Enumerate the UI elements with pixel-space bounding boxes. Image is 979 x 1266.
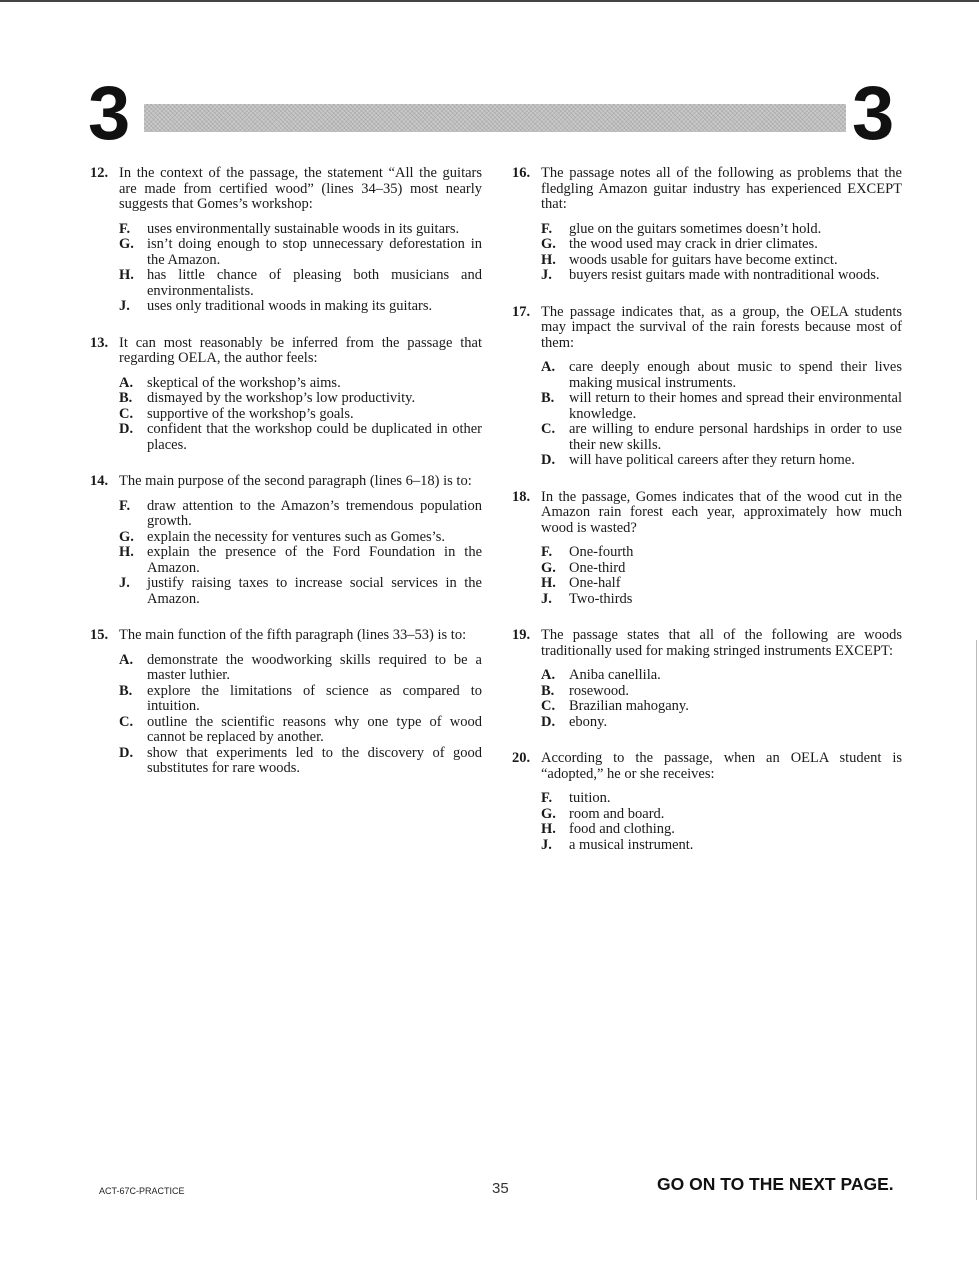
answer-choice: [119, 715, 482, 746]
right-question-column: [512, 166, 902, 874]
section-number-right: 3: [852, 71, 893, 156]
question-17: [512, 305, 902, 469]
choice-letter: J.: [541, 836, 552, 853]
choice-text: Two-thirds: [569, 590, 633, 607]
choice-text: care deeply enough about music to spend their lives making musical instruments.: [569, 359, 902, 391]
answer-choice: [541, 268, 902, 284]
answer-choice: [119, 268, 482, 299]
answer-choices: [90, 499, 482, 608]
choice-letter: A.: [119, 374, 134, 391]
answer-choice: [541, 822, 902, 838]
choice-letter: F.: [541, 790, 553, 806]
section-number-left: 3: [88, 71, 129, 156]
answer-choice: [541, 422, 902, 453]
question-12: [90, 166, 482, 315]
choice-text: ebony.: [569, 713, 608, 730]
choice-text: will return to their homes and spread their environmental knowledge.: [569, 390, 902, 422]
choice-letter: C.: [541, 421, 556, 437]
question-number: 19.: [512, 627, 531, 643]
question-stem: In the passage, Gomes indicates that of the wood cut in the Amazon rain forest each year, approximately how much wood is wasted?: [541, 488, 902, 536]
choice-letter: G.: [541, 805, 556, 822]
answer-choices: [90, 376, 482, 454]
choice-text: explore the limitations of science as compared to intuition.: [147, 682, 482, 714]
choice-text: uses only traditional woods in making its guitars.: [147, 298, 433, 314]
choice-text: demonstrate the woodworking skills required to be a master luthier.: [147, 651, 482, 683]
choice-letter: B.: [119, 682, 133, 699]
choice-text: Aniba canellila.: [569, 667, 661, 683]
answer-choice: [541, 391, 902, 422]
choice-letter: C.: [541, 698, 556, 714]
question-number: 13.: [90, 334, 109, 351]
choice-letter: G.: [541, 236, 556, 252]
choice-letter: D.: [119, 744, 134, 761]
choice-letter: H.: [119, 267, 134, 283]
choice-letter: F.: [119, 220, 131, 237]
choice-letter: C.: [119, 405, 134, 422]
answer-choice: [119, 576, 482, 607]
answer-choices: [512, 668, 902, 730]
form-code: ACT-67C-PRACTICE: [99, 1186, 185, 1196]
answer-choice: [541, 592, 902, 608]
choice-text: uses environmentally sustainable woods in its guitars.: [147, 220, 460, 237]
next-page-instruction: GO ON TO THE NEXT PAGE.: [657, 1174, 894, 1194]
question-14: [90, 474, 482, 607]
choice-text: One-fourth: [569, 544, 634, 560]
choice-text: has little chance of pleasing both musicians and environmentalists.: [147, 267, 482, 299]
choice-letter: G.: [119, 528, 134, 545]
answer-choices: [512, 791, 902, 853]
answer-choice: [119, 299, 482, 315]
choice-letter: A.: [541, 667, 556, 683]
question-stem: The passage indicates that, as a group, the OELA students may impact the survival of the rain forests because most of them:: [541, 303, 902, 351]
choice-letter: G.: [541, 559, 556, 576]
answer-choice: [541, 807, 902, 823]
choice-letter: J.: [119, 575, 130, 591]
choice-text: supportive of the workshop’s goals.: [147, 405, 354, 422]
choice-text: justify raising taxes to increase social services in the Amazon.: [147, 575, 482, 607]
question-18: [512, 490, 902, 608]
answer-choice: [119, 545, 482, 576]
choice-letter: D.: [541, 452, 556, 468]
choice-letter: F.: [119, 497, 131, 514]
page-number: 35: [492, 1180, 509, 1197]
answer-choices: [90, 653, 482, 777]
choice-text: glue on the guitars sometimes doesn’t hold.: [569, 220, 822, 237]
question-stem: According to the passage, when an OELA student is “adopted,” he or she receives:: [541, 750, 902, 782]
question-number: 20.: [512, 750, 531, 766]
choice-letter: B.: [541, 390, 555, 406]
choice-letter: A.: [119, 651, 134, 668]
question-stem: The passage states that all of the following are woods traditionally used for making stringed instruments EXCEPT:: [541, 627, 902, 659]
answer-choice: [119, 407, 482, 423]
choice-letter: B.: [541, 682, 555, 699]
question-stem: It can most reasonably be inferred from the passage that regarding OELA, the author feels:: [119, 334, 482, 366]
question-stem: In the context of the passage, the statement “All the guitars are made from certified wood” (lines 34–35) most nearly suggests that Gomes’s workshop:: [119, 165, 482, 212]
scan-edge-line: [976, 640, 977, 1200]
question-20: [512, 751, 902, 853]
choice-text: woods usable for guitars have become extinct.: [569, 251, 838, 268]
answer-choice: [119, 530, 482, 546]
choice-text: rosewood.: [569, 682, 630, 699]
left-question-column: [90, 166, 482, 798]
choice-text: show that experiments led to the discovery of good substitutes for rare woods.: [147, 744, 482, 776]
choice-text: the wood used may crack in drier climates.: [569, 236, 818, 252]
question-19: [512, 628, 902, 730]
choice-text: One-third: [569, 559, 626, 576]
answer-choice: [119, 499, 482, 530]
choice-letter: A.: [541, 359, 556, 375]
answer-choice: [541, 237, 902, 253]
answer-choice: [119, 391, 482, 407]
choice-text: will have political careers after they return home.: [569, 452, 855, 468]
answer-choice: [541, 699, 902, 715]
choice-letter: H.: [541, 821, 556, 837]
question-stem: The main purpose of the second paragraph (lines 6–18) is to:: [119, 473, 472, 489]
answer-choice: [541, 253, 902, 269]
answer-choice: [119, 422, 482, 453]
choice-text: confident that the workshop could be duplicated in other places.: [147, 421, 482, 453]
choice-text: buyers resist guitars made with nontraditional woods.: [569, 267, 880, 283]
choice-letter: H.: [541, 251, 556, 268]
answer-choices: [512, 545, 902, 607]
answer-choice: [541, 453, 902, 469]
answer-choices: [512, 360, 902, 469]
choice-text: food and clothing.: [569, 821, 675, 837]
answer-choice: [119, 653, 482, 684]
answer-choice: [119, 237, 482, 268]
question-number: 18.: [512, 488, 531, 505]
question-number: 15.: [90, 627, 109, 643]
choice-letter: C.: [119, 713, 134, 730]
choice-text: explain the presence of the Ford Foundation in the Amazon.: [147, 544, 482, 576]
answer-choice: [541, 684, 902, 700]
choice-letter: B.: [119, 390, 133, 406]
answer-choice: [119, 376, 482, 392]
choice-text: isn’t doing enough to stop unnecessary deforestation in the Amazon.: [147, 236, 482, 268]
answer-choice: [119, 222, 482, 238]
choice-text: a musical instrument.: [569, 836, 694, 853]
choice-letter: D.: [541, 713, 556, 730]
choice-letter: J.: [119, 298, 130, 314]
question-13: [90, 336, 482, 454]
answer-choice: [541, 561, 902, 577]
question-number: 17.: [512, 303, 531, 320]
choice-text: tuition.: [569, 790, 611, 806]
choice-letter: F.: [541, 544, 553, 560]
question-number: 12.: [90, 165, 109, 181]
answer-choices: [90, 222, 482, 315]
choice-text: Brazilian mahogany.: [569, 698, 689, 714]
choice-letter: H.: [541, 575, 556, 591]
choice-text: explain the necessity for ventures such as Gomes’s.: [147, 528, 445, 545]
choice-letter: J.: [541, 590, 552, 607]
choice-text: room and board.: [569, 805, 665, 822]
choice-text: skeptical of the workshop’s aims.: [147, 374, 341, 391]
choice-text: draw attention to the Amazon’s tremendous population growth.: [147, 497, 482, 529]
choice-text: are willing to endure personal hardships in order to use their new skills.: [569, 421, 902, 453]
choice-letter: D.: [119, 421, 134, 437]
answer-choice: [541, 360, 902, 391]
question-number: 14.: [90, 473, 109, 489]
choice-letter: H.: [119, 544, 134, 560]
choice-text: dismayed by the workshop’s low productivity.: [147, 390, 416, 406]
answer-choice: [119, 746, 482, 777]
question-16: [512, 166, 902, 284]
top-rule: [0, 0, 979, 2]
answer-choice: [119, 684, 482, 715]
question-15: [90, 628, 482, 777]
answer-choices: [512, 222, 902, 284]
answer-choice: [541, 668, 902, 684]
answer-choice: [541, 715, 902, 731]
choice-text: outline the scientific reasons why one type of wood cannot be replaced by another.: [147, 713, 482, 745]
question-number: 16.: [512, 165, 531, 181]
answer-choice: [541, 545, 902, 561]
answer-choice: [541, 222, 902, 238]
answer-choice: [541, 576, 902, 592]
answer-choice: [541, 838, 902, 854]
choice-letter: J.: [541, 267, 552, 283]
answer-choice: [541, 791, 902, 807]
question-stem: The passage notes all of the following as problems that the fledgling Amazon guitar industry has experienced EXCEPT that:: [541, 165, 902, 212]
choice-letter: G.: [119, 236, 134, 252]
choice-letter: F.: [541, 220, 553, 237]
choice-text: One-half: [569, 575, 621, 591]
section-header-band: [144, 104, 846, 132]
question-stem: The main function of the fifth paragraph (lines 33–53) is to:: [119, 627, 467, 643]
